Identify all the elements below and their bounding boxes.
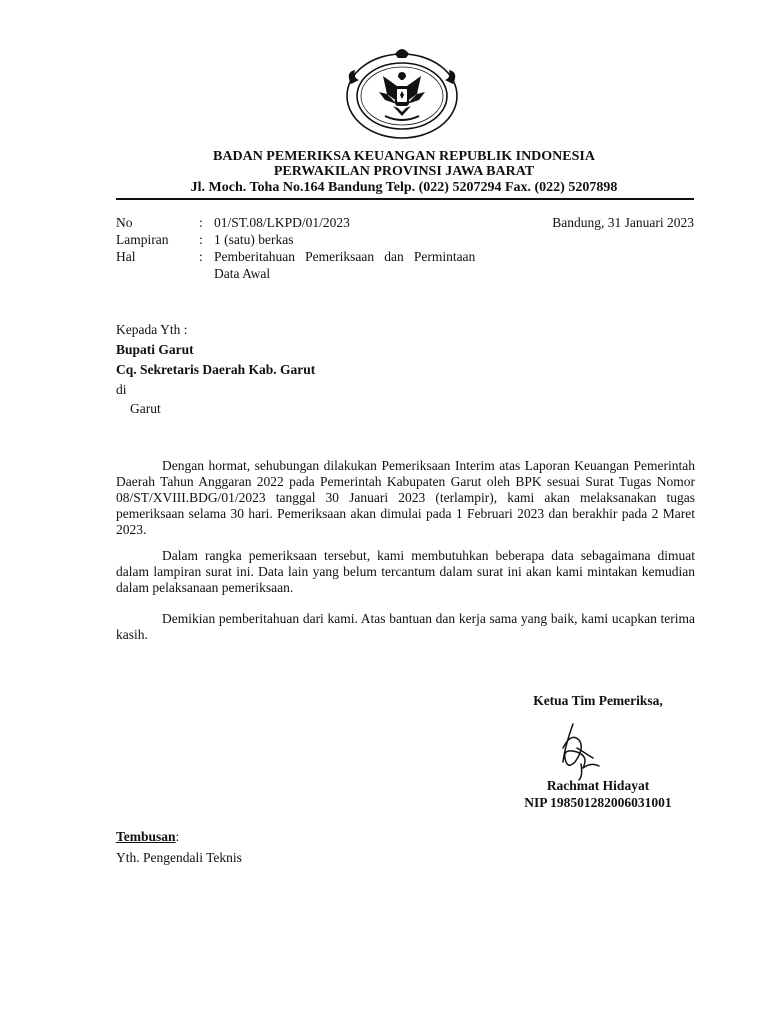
addressee-cq: Cq. Sekretaris Daerah Kab. Garut <box>116 362 316 377</box>
signatory-name: Rachmat Hidayat <box>546 778 650 793</box>
addressee-name: Bupati Garut <box>116 342 194 357</box>
letterhead-divider <box>116 198 694 200</box>
meta-hal-colon: : <box>199 249 203 264</box>
letterhead-office: PERWAKILAN PROVINSI JAWA BARAT <box>273 164 535 179</box>
body-paragraph-2: Dalam rangka pemeriksaan tersebut, kami membutuhkan beberapa data sebagaimana dimuat dalam lampiran surat ini. Data lain yang belum tercantum dalam surat ini akan kami mintakan kemudian dalam pelaksanaan pemeriksaan. <box>116 548 695 595</box>
cc-colon: : <box>175 829 180 844</box>
garuda-emblem-icon <box>343 42 461 142</box>
meta-hal-value-line1: Pemberitahuan Pemeriksaan dan Permintaan <box>214 249 476 264</box>
cc-heading <box>116 829 179 845</box>
letterhead-address: Jl. Moch. Toha No.164 Bandung Telp. (022) 5207294 Fax. (022) 5207898 <box>190 180 618 195</box>
letterhead-organization: BADAN PEMERIKSA KEUANGAN REPUBLIK INDONESIA <box>213 149 595 164</box>
place-date: Bandung, 31 Januari 2023 <box>552 215 694 230</box>
signatory-nip: NIP 198501282006031001 <box>524 795 672 810</box>
meta-no-label: No <box>116 215 133 230</box>
meta-no-colon: : <box>199 215 203 230</box>
meta-hal-label: Hal <box>116 249 136 264</box>
meta-no-value: 01/ST.08/LKPD/01/2023 <box>214 215 350 230</box>
addressee-city: Garut <box>130 401 161 416</box>
addressee-di: di <box>116 382 127 397</box>
signatory-title: Ketua Tim Pemeriksa, <box>533 693 663 708</box>
cc-label: Tembusan <box>116 829 176 844</box>
cc-item: Yth. Pengendali Teknis <box>116 850 242 865</box>
meta-lampiran-colon: : <box>199 232 203 247</box>
body-paragraph-1: Dengan hormat, sehubungan dilakukan Pemeriksaan Interim atas Laporan Keuangan Pemerintah Daerah Tahun Anggaran 2022 pada Pemerintah Kabupaten Garut oleh BPK sesuai Surat Tugas Nomor 08/ST/XVIII.BDG/01/2023 tanggal 30 Januari 2023 (terlampir), kami akan melaksanakan tugas pemeriksaan selama 30 hari. Pemeriksaan akan dimulai pada 1 Februari 2023 dan berakhir pada 2 Maret 2023. <box>116 458 695 537</box>
meta-hal-value-line2: Data Awal <box>214 266 271 281</box>
addressee-greeting: Kepada Yth : <box>116 322 188 337</box>
body-paragraph-3: Demikian pemberitahuan dari kami. Atas bantuan dan kerja sama yang baik, kami ucapkan terima kasih. <box>116 611 695 642</box>
meta-lampiran-value: 1 (satu) berkas <box>214 232 294 247</box>
handwritten-signature-icon <box>553 718 613 782</box>
meta-lampiran-label: Lampiran <box>116 232 169 247</box>
